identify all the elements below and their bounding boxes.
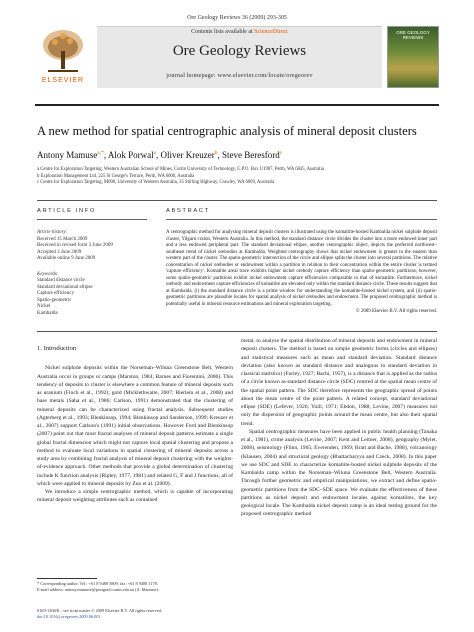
journal-homepage-link[interactable]: journal homepage: www.elsevier.com/locate/oregeorev (166, 72, 313, 79)
footnote-divider (37, 578, 97, 579)
affiliation-divider (37, 200, 437, 201)
keyword: Standard deviational ellipse (37, 284, 93, 290)
body-paragraph: We introduce a simple centrographic method, which is capable of incorporating mineral deposit weighting attributes such as contained (37, 489, 233, 504)
affiliation: a Centre for Exploration Targeting, Western Australian School of Mines, Curtin University of Technology, G.P.O. Box U1987, Perth, WA 6845, Australia (37, 167, 324, 172)
history-item: Received in revised form 3 June 2009 (37, 243, 113, 248)
doi-link[interactable]: doi:10.1016/j.oregeorev.2009.06.001 (37, 613, 101, 619)
author-name[interactable]: Antony Mamuse (37, 150, 98, 160)
corresponding-author-note: * Corresponding author. Tel.: +61 8 9488 5809; fax: +61 8 9488 1178. (37, 581, 158, 586)
journal-masthead (35, 26, 439, 94)
abstract (166, 230, 437, 315)
author-marks: c (279, 150, 283, 156)
journal-cover-image (387, 26, 439, 88)
contents-line (97, 29, 382, 35)
abstract-rule (166, 219, 437, 220)
body-paragraph: metal, to analyse the spatial distribution of mineral deposits and endowment in mineral deposit clusters. The method is based on simple geometric forms (circles and ellipses) and statistical measures such as mean and standard deviation. Standard distance deviation (also known as standard distance and analogous to standard deviation in classical statistics) (Furley, 1927; Bachi, 1957), is a distance that is applied as the radius of a circle known as standard distance circle (SDC) centred at the spatial mean centre of the spatial point pattern. The SDC therefore represents the geographic spread of points about the mean centre of the point pattern. A related concept, standard deviational ellipse (SDE) (Lefever, 1926; Yuill, 1971; Ebdon, 1988; Levine, 2007) measures not only the dispersion of geographic points around the mean centre, but also their spatial trend. (241, 338, 437, 427)
keyword: Spatio-geometric (37, 297, 72, 303)
author-marks: b (214, 150, 218, 156)
author-list: Antony Mamuse$^{a,*}$, Alok Porwal$^a$, Oliver Kreuzer$^b$, Steve Beresford$^c$ (37, 150, 283, 160)
article-info-rule (37, 219, 147, 220)
cover-title: ORE GEOLOGY REVIEWS (396, 30, 430, 40)
affiliations (37, 167, 437, 187)
history-item: Received 15 March 2009 (37, 236, 88, 242)
abstract-copyright: © 2009 Elsevier B.V. All rights reserved. (355, 308, 437, 314)
section-heading: 1. Introduction (37, 345, 77, 352)
header-divider (35, 104, 439, 106)
abstract-heading: ABSTRACT (166, 208, 210, 214)
elsevier-wordmark: ELSEVIER (41, 77, 85, 84)
body-paragraph: Nickel sulphide deposits within the Norseman–Wiluna Greenstone Belt, Western Australia occur in groups or camps (Marston, 1984; Barnes and Fiorentini, 2006). This tendency of deposits to cluster is elsewhere a common feature of mineral deposits such as uranium (Finch et al., 1992); gold (Micklethwaite, 2007; Bierlein et al., 2008) and base metals (Saha et al., 1986; Carlson, 1991) demonstrated that the clustering of mineral deposits can be characterized using fractal analysis. Subsequent studies (Agterberg et al., 1993; Blenkinsop, 1994; Blenkinsop and Sanderson, 1999; Kreuzer et al., 2007) support Carlson's (1991) initial observations. However Ford and Blenkinsop (2007) point out that most fractal analyses of mineral deposit patterns estimate a single global fractal dimension which might not capture local spatial clustering and propose a method to evaluate local variations in spatial clustering of mineral deposits across a study area by combining fractal analysis of mineral deposit clustering with the weights-of-evidence approach. Other methods that provide a global determination of clustering include K function analysis (Ripley, 1977, 1981) and related G, F and J functions, all of which were applied to mineral deposits by Zuo et al. (2009). (37, 365, 233, 487)
sciencedirect-link[interactable]: ScienceDirect (254, 29, 288, 35)
author-name[interactable]: Oliver Kreuzer (160, 150, 215, 160)
issn-line: 0169-1368/$ – see front matter © 2009 Elsevier B.V. All rights reserved. (37, 608, 162, 613)
keyword: Capture efficiency (37, 291, 74, 296)
contents-prefix: Contents lists available at (191, 29, 255, 35)
history-item: Available online 9 June 2009 (37, 256, 96, 261)
abstract-text: A centrographic method for analysing mineral deposit clusters is illustrated using the komatiite-hosted Kambalda nickel sulphide deposit cluster, Yilgarn craton, Western Australia. In this method, the standard distance circle divides the cluster into a more endowed inner part and a less endowed peripheral part. The standard deviational ellipse, another centrographic object, depicts the preferred northwest–southeast trend of nickel orebodies at Kambalda. Weighted centrography shows that nickel endowment is greater in the eastern than western part of the cluster. The spatio-geometric intersection of the circle and ellipse splits the cluster into several partitions. The relative concentration of nickel orebodies or endowment within a partition in relation to their concentration within the entire cluster is termed 'capture efficiency'. Komatiite areal trace exhibits higher nickel orebody capture efficiency than spatio-geometric partitions; however, some spatio-geometric partitions exhibit nickel endowment capture efficiencies comparable to that of komatiite. Furthermore, nickel orebody and endowment capture efficiencies of komatiite are elevated only within the standard distance circle. These results suggest that at Kambalda, (i) the standard distance circle is a prime window for understanding the komatiite-hosted nickel system, and (ii) spatio-geometric partitions are plausible locales for spatial analysis of nickel orebodies and endowment. The proposed centrographic method is potentially useful in mineral resource estimations and mineral exploration targeting. (166, 230, 437, 308)
journal-banner (97, 26, 382, 88)
article-title: A new method for spatial centrographic analysis of mineral deposit clusters (37, 124, 417, 138)
elsevier-logo[interactable] (35, 26, 91, 88)
journal-citation: Ore Geology Reviews 36 (2009) 293-305 (187, 15, 287, 21)
keyword: Kambalda (37, 310, 58, 316)
affiliation: b Exploration Management Ltd, 225 St George's Terrace, Perth, WA 6000, Australia (37, 173, 195, 179)
elsevier-tree-icon (35, 26, 91, 76)
keyword: Standard distance circle (37, 278, 85, 283)
abstract-divider (37, 331, 437, 332)
keywords-label: Keywords: (37, 271, 59, 277)
history-label: Article history: (37, 230, 68, 235)
author-name[interactable]: Alok Porwal (107, 150, 154, 160)
author-marks: a,* (97, 150, 104, 156)
affiliation: c Centre for Exploration Targeting, M006, University of Western Australia, 35 Stirling Highway, Crawley, WA 6009, Australia (37, 180, 275, 185)
author-name[interactable]: Steve Beresford (222, 150, 280, 160)
issn-doi (37, 608, 233, 620)
body-right-column (241, 337, 437, 519)
body-paragraph: Spatial centrographic measures have been applied in public health planning (Tanaka et al., 1981), crime analysis (Levine, 2007; Kent and Leitner, 2008), geography (Mylet, 2008), seismology (Flinn, 1965; Everenden, 1969; Bratt and Bache, 1988), volcanology (Klausen, 2004) and structural geology (Bhattacharyya and Czeck, 2008). In this paper we use SDC and SDE to characterize komatiite-hosted nickel sulphide deposits of the Kambalda camp within the Norseman–Wiluna Greenstone Belt, Western Australia. Through further geometric and empirical manipulations, we extract and define spatio-geometric partitions from the SDC–SDE space. We evaluate the effectiveness of these partitions as nickel deposit and endowment locales against komatiites, the key geological locale. The Kambalda nickel deposit camp is an ideal testing ground for the proposed centrographic method (241, 428, 437, 518)
email-note[interactable]: E-mail address: antony.mamuse@postgrad.curtin.edu.au (A. Mamuse). (37, 586, 160, 592)
journal-title: Ore Geology Reviews (172, 43, 307, 59)
history-item: Accepted 3 June 2009 (37, 249, 82, 255)
keyword: Nickel (37, 304, 51, 309)
footnotes (37, 581, 233, 593)
body-left-column (37, 345, 233, 505)
author-marks: a (153, 150, 157, 156)
article-info (37, 230, 147, 317)
article-info-heading: ARTICLE INFO (37, 208, 97, 214)
